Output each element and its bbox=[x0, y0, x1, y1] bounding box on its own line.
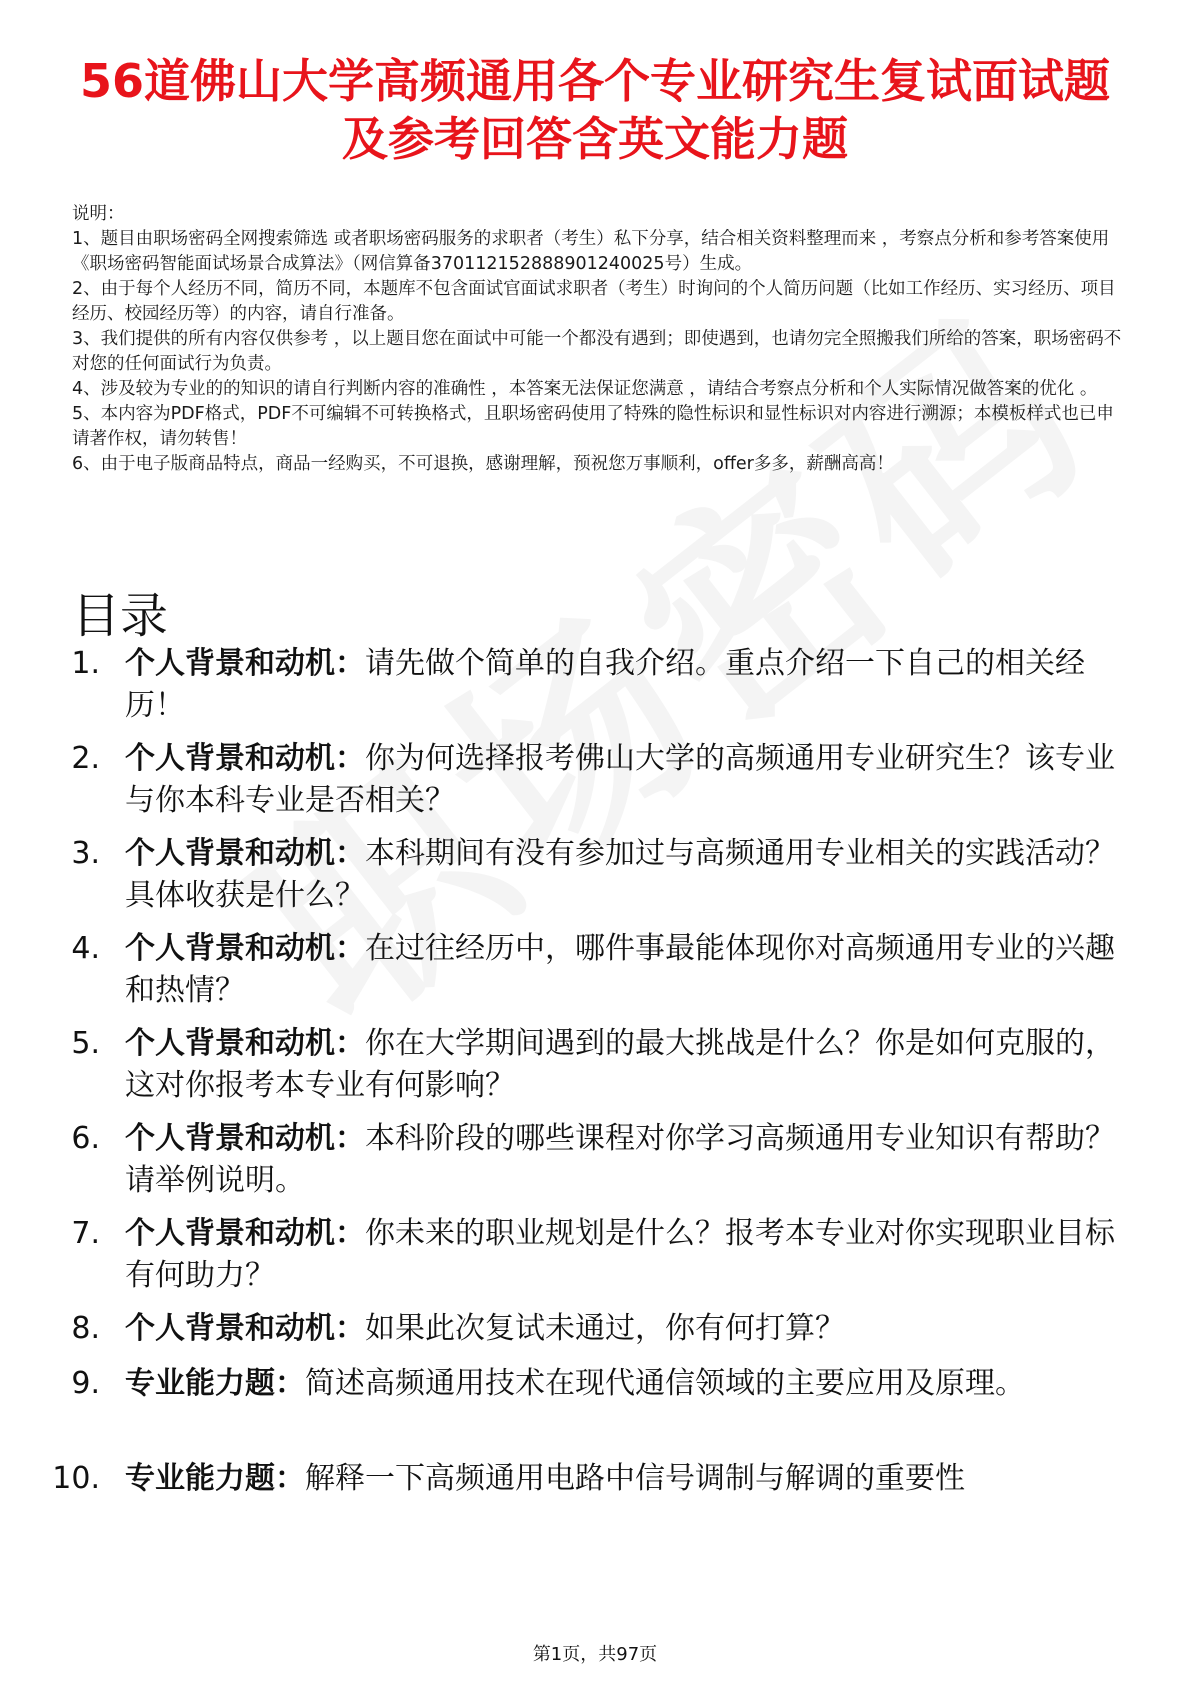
toc-item-number: 10. bbox=[52, 1461, 100, 1496]
notes-section bbox=[72, 202, 1122, 477]
toc-item-number: 3. bbox=[71, 836, 100, 871]
toc-item-question: 你在大学期间遇到的最大挑战是什么？你是如何克服的，这对你报考本专业有何影响？ bbox=[125, 1026, 1115, 1103]
toc-item-question: 在过往经历中，哪件事最能体现你对高频通用专业的兴趣和热情？ bbox=[125, 931, 1115, 1008]
toc-item-number: 5. bbox=[71, 1026, 100, 1061]
toc-item-text bbox=[125, 928, 1115, 1012]
document-title: 56道佛山大学高频通用各个专业研究生复试面试题及参考回答含英文能力题 bbox=[79, 54, 1110, 166]
toc-item-text bbox=[125, 1213, 1115, 1297]
toc-item-number: 7. bbox=[71, 1216, 100, 1251]
toc-item-number: 8. bbox=[71, 1311, 100, 1346]
toc-item-text bbox=[125, 643, 1115, 727]
toc-item-category: 专业能力题： bbox=[125, 1461, 305, 1496]
toc-item-number: 9. bbox=[71, 1366, 100, 1401]
toc-item-category: 个人背景和动机： bbox=[125, 646, 365, 681]
toc-item-category: 个人背景和动机： bbox=[125, 1216, 365, 1251]
toc-item-category: 个人背景和动机： bbox=[125, 1311, 365, 1346]
page-footer: 第1页，共97页 bbox=[532, 1644, 658, 1665]
toc-item-text bbox=[125, 1118, 1115, 1202]
toc-item-text bbox=[125, 738, 1115, 822]
toc-item-question: 请先做个简单的自我介绍。重点介绍一下自己的相关经历！ bbox=[125, 646, 1085, 723]
note-item: 5、本内容为PDF格式，PDF不可编辑不可转换格式，且职场密码使用了特殊的隐性标识和显性标识对内容进行溯源；本模板样式也已申请著作权，请勿转售！ bbox=[72, 404, 1114, 449]
note-item: 3、我们提供的所有内容仅供参考 ，以上题目您在面试中可能一个都没有遇到；即使遇到，也请勿完全照搬我们所给的答案，职场密码不对您的任何面试行为负责。 bbox=[72, 329, 1122, 374]
toc-heading: 目录 bbox=[72, 588, 169, 644]
toc-item-number: 1. bbox=[71, 646, 100, 681]
toc-item-category: 个人背景和动机： bbox=[125, 1121, 365, 1156]
toc-item-text bbox=[125, 1458, 1115, 1500]
toc-item-question: 如果此次复试未通过，你有何打算？ bbox=[365, 1311, 845, 1346]
toc-item-category: 专业能力题： bbox=[125, 1366, 305, 1401]
toc-item-question: 你为何选择报考佛山大学的高频通用专业研究生？该专业与你本科专业是否相关？ bbox=[125, 741, 1115, 818]
toc-item-question: 你未来的职业规划是什么？报考本专业对你实现职业目标有何助力？ bbox=[125, 1216, 1115, 1293]
notes-heading: 说明： bbox=[72, 204, 125, 224]
toc-item-text bbox=[125, 1308, 1115, 1350]
toc-item-text bbox=[125, 1363, 1115, 1405]
note-item: 6、由于电子版商品特点，商品一经购买，不可退换，感谢理解，预祝您万事顺利，offer多多，薪酬高高！ bbox=[72, 454, 894, 474]
toc-item-text bbox=[125, 1023, 1115, 1107]
toc-item-question: 本科期间有没有参加过与高频通用专业相关的实践活动？具体收获是什么？ bbox=[125, 836, 1115, 913]
toc-item-question: 解释一下高频通用电路中信号调制与解调的重要性 bbox=[305, 1461, 965, 1496]
toc-item-question: 本科阶段的哪些课程对你学习高频通用专业知识有帮助？请举例说明。 bbox=[125, 1121, 1115, 1198]
toc-item-text bbox=[125, 833, 1115, 917]
toc-item-number: 6. bbox=[71, 1121, 100, 1156]
note-item: 2、由于每个人经历不同，简历不同，本题库不包含面试官面试求职者（考生）时询问的个人简历问题（比如工作经历、实习经历、项目经历、校园经历等）的内容，请自行准备。 bbox=[72, 279, 1116, 324]
toc-item-category: 个人背景和动机： bbox=[125, 836, 365, 871]
note-item: 4、涉及较为专业的的知识的请自行判断内容的准确性 ，本答案无法保证您满意 ，请结合考察点分析和个人实际情况做答案的优化 。 bbox=[72, 379, 1098, 399]
toc-item-category: 个人背景和动机： bbox=[125, 741, 365, 776]
toc-item-number: 4. bbox=[71, 931, 100, 966]
toc-item-category: 个人背景和动机： bbox=[125, 931, 365, 966]
toc-item-number: 2. bbox=[71, 741, 100, 776]
toc-item-category: 个人背景和动机： bbox=[125, 1026, 365, 1061]
toc-item-question: 简述高频通用技术在现代通信领域的主要应用及原理。 bbox=[305, 1366, 1025, 1401]
note-item: 1、题目由职场密码全网搜索筛选 或者职场密码服务的求职者（考生）私下分享，结合相关资料整理而来 ，考察点分析和参考答案使用《职场密码智能面试场景合成算法》（网信算备370112152888901240025号）生成。 bbox=[72, 229, 1110, 274]
